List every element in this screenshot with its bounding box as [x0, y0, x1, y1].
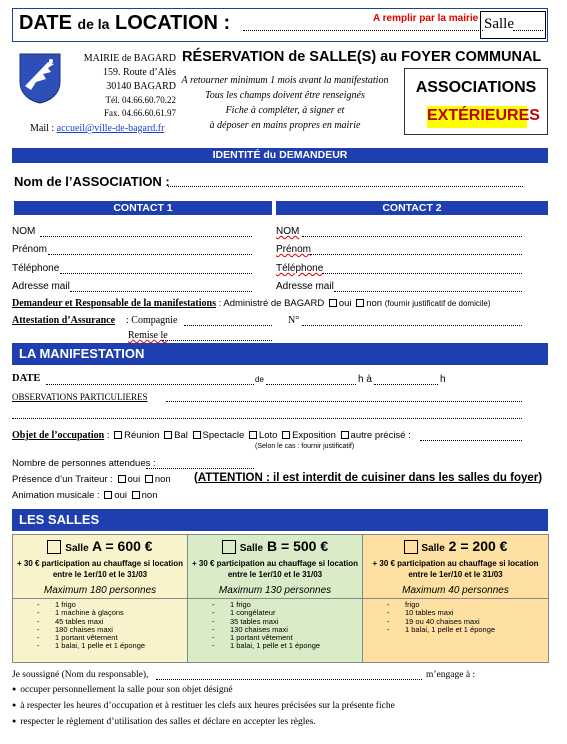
list-item: - 130 chaises maxi — [188, 626, 362, 634]
oui-label: oui — [114, 490, 127, 501]
spectacle-checkbox[interactable] — [193, 431, 201, 439]
exterieures-label: EXTÉRIEURES — [427, 106, 527, 128]
mairie-name: MAIRIE de BAGARD — [83, 53, 176, 64]
spectacle-label: Spectacle — [202, 430, 245, 441]
objet-row: Objet de l’occupation : Réunion Bal Spectacle Loto Exposition autre précisé : — [12, 430, 411, 441]
traiteur-non-checkbox[interactable] — [145, 475, 153, 483]
h-a-label: h à — [358, 374, 372, 385]
bal-label: Bal — [174, 430, 188, 441]
remise-label: Remise le — [128, 330, 168, 341]
list-item: - frigo — [363, 601, 548, 609]
list-item: - 1 balai, 1 pelle et 1 éponge — [13, 642, 187, 650]
list-item: - 1 machine à glaçons — [13, 609, 187, 617]
mairie-city: 30140 BAGARD — [106, 81, 176, 92]
assurance-label: Attestation d’Assurance — [12, 315, 116, 326]
salle-b-items — [188, 601, 362, 651]
mairie-address: 159. Route d’Alès — [102, 67, 176, 78]
animation-label: Animation musicale : — [12, 490, 100, 501]
oui-label: oui — [127, 474, 141, 485]
list-item: - 35 tables maxi — [188, 618, 362, 626]
objet-label: Objet de l’occupation — [12, 430, 105, 441]
numero-field[interactable] — [302, 325, 522, 326]
contact2-header: CONTACT 2 — [276, 201, 548, 215]
contact2-prenom-label: Prénom — [276, 244, 312, 255]
associations-exterieures-box — [404, 68, 548, 135]
non-label: non — [154, 474, 171, 485]
observations-label: OBSERVATIONS PARTICULIERES — [12, 392, 148, 402]
observations-field-2[interactable] — [12, 418, 522, 419]
heure-fin-field[interactable] — [374, 384, 438, 385]
instruction-line: Fiche à compléter, à signer et — [225, 105, 345, 116]
salle-a-max: Maximum 180 personnes — [43, 585, 157, 596]
manifestation-header: LA MANIFESTATION — [12, 343, 548, 365]
autre-field[interactable] — [420, 440, 522, 441]
responsable-non-checkbox[interactable] — [356, 299, 364, 307]
list-item: - 1 frigo — [188, 601, 362, 609]
non-label: non — [366, 298, 383, 309]
identite-header: IDENTITÉ du DEMANDEUR — [12, 148, 548, 163]
contact1-mail-label: Adresse mail — [12, 281, 70, 292]
animation-non-checkbox[interactable] — [132, 491, 140, 499]
salle-b-max: Maximum 130 personnes — [218, 585, 332, 596]
responsable-label: Demandeur et Responsable de la manifestations — [12, 298, 216, 309]
non-label: non — [141, 490, 158, 501]
salle-a-checkbox[interactable] — [47, 540, 61, 554]
list-item: - 1 portant vêtement — [13, 634, 187, 642]
salle-a-chauffage-note: + 30 € participation au chauffage si location entre le 1er/10 et le 31/03 — [16, 559, 184, 579]
mairie-fax: Fax. 04.66.60.61.97 — [104, 108, 176, 118]
contact1-telephone-field[interactable] — [60, 273, 252, 274]
location-date-box — [12, 8, 548, 42]
responsable-note: (fournir justificatif de domicile) — [384, 299, 491, 308]
exposition-label: Exposition — [292, 430, 336, 441]
reservation-title: RÉSERVATION de SALLE(S) au FOYER COMMUNAL — [182, 49, 542, 65]
list-item: - 1 balai, 1 pelle et 1 éponge — [363, 626, 548, 634]
traiteur-oui-checkbox[interactable] — [118, 475, 126, 483]
engagement-item: ● respecter le règlement d’utilisation des salles et déclare en accepter les règles. — [12, 717, 316, 727]
observations-field-1[interactable] — [166, 401, 522, 402]
contact2-nom-label: NOM — [276, 226, 300, 237]
salle-a-title: Salle A = 600 € — [13, 538, 187, 554]
salles-header: LES SALLES — [12, 509, 548, 531]
responsable-oui-checkbox[interactable] — [329, 299, 337, 307]
list-item: - 1 balai, 1 pelle et 1 éponge — [188, 642, 362, 650]
salle-b-chauffage-note: + 30 € participation au chauffage si location entre le 1er/10 et le 31/03 — [191, 559, 359, 579]
salle-b-checkbox[interactable] — [222, 540, 236, 554]
soussigne-label: Je soussigné (Nom du responsable), — [12, 670, 149, 680]
bal-checkbox[interactable] — [164, 431, 172, 439]
engagement-item: ● à respecter les heures d’occupation et à restituer les clefs aux heures précisées sur la présente fiche — [12, 701, 395, 711]
nb-personnes-field[interactable] — [146, 468, 254, 469]
contact1-nom-label: NOM — [12, 226, 36, 237]
mairie-tel: Tél. 04.66.60.70.22 — [105, 95, 176, 105]
oui-label: oui — [338, 298, 352, 309]
list-item: - 1 portant vêtement — [188, 634, 362, 642]
salle-2-chauffage-note: + 30 € participation au chauffage si location entre le 1er/10 et le 31/03 — [372, 559, 539, 579]
contact2-mail-field[interactable] — [334, 291, 522, 292]
salle-a-items — [13, 601, 187, 651]
salle-b-title: Salle B = 500 € — [188, 538, 362, 554]
contact2-nom-field[interactable] — [302, 236, 522, 237]
salle-b-column — [188, 535, 363, 662]
salle-2-column — [363, 535, 548, 662]
h-label: h — [440, 374, 446, 385]
contact2-telephone-field[interactable] — [322, 273, 522, 274]
contact2-prenom-field[interactable] — [310, 254, 522, 255]
compagnie-label: : Compagnie — [126, 315, 178, 326]
salle-a-column — [13, 535, 188, 662]
contact1-prenom-field[interactable] — [48, 254, 252, 255]
traiteur-row — [12, 474, 171, 485]
animation-oui-checkbox[interactable] — [104, 491, 112, 499]
responsable-row — [12, 298, 491, 309]
location-date-field[interactable] — [243, 30, 483, 31]
heure-debut-field[interactable] — [266, 384, 356, 385]
salle-a-top — [13, 535, 187, 599]
remise-field[interactable] — [162, 340, 272, 341]
instruction-line: A retourner minimum 1 mois avant la manifestation — [181, 75, 389, 86]
salle-dots — [513, 30, 543, 31]
location-date-title: DATE de la LOCATION : — [19, 12, 231, 34]
salle-2-checkbox[interactable] — [404, 540, 418, 554]
numero-label: N° — [288, 315, 300, 326]
attention-note: (ATTENTION : il est interdit de cuisiner dans les salles du foyer) — [194, 472, 543, 484]
salle-2-max: Maximum 40 personnes — [402, 585, 509, 596]
mairie-mail: Mail : accueil@ville-de-bagard.fr — [30, 123, 165, 134]
list-item: - 180 chaises maxi — [13, 626, 187, 634]
mairie-mail-link[interactable]: accueil@ville-de-bagard.fr — [56, 123, 165, 134]
association-name-field[interactable] — [168, 186, 523, 187]
instruction-line: à déposer en mains propres en mairie — [209, 120, 361, 131]
bagard-crest-icon — [18, 52, 62, 104]
loto-label: Loto — [258, 430, 278, 441]
objet-note: (Selon le cas : fournir justificatif) — [255, 443, 355, 450]
de-label: de — [255, 375, 264, 384]
list-item: - 19 ou 40 chaises maxi — [363, 618, 548, 626]
contact2-telephone-label: Téléphone — [276, 263, 324, 274]
traiteur-label: Présence d’un Traiteur : — [12, 474, 113, 485]
reunion-label: Réunion — [124, 430, 160, 441]
soussigne-field[interactable] — [156, 679, 422, 680]
date-label: DATE — [12, 373, 41, 384]
engage-label: m’engage à : — [426, 670, 476, 680]
salle-b-top — [188, 535, 362, 599]
contact1-mail-field[interactable] — [70, 291, 252, 292]
responsable-question: : Administré de BAGARD — [218, 298, 325, 309]
contact1-prenom-label: Prénom — [12, 244, 48, 255]
list-item: - 1 congélateur — [188, 609, 362, 617]
list-item: - 45 tables maxi — [13, 618, 187, 626]
salle-2-top — [363, 535, 548, 599]
contact1-header: CONTACT 1 — [14, 201, 272, 215]
autre-checkbox[interactable] — [341, 431, 349, 439]
salle-2-items — [363, 601, 548, 634]
contact2-mail-label: Adresse mail — [276, 281, 334, 292]
salle-2-title: Salle 2 = 200 € — [363, 538, 548, 554]
contact1-nom-field[interactable] — [40, 236, 252, 237]
list-item: - 10 tables maxi — [363, 609, 548, 617]
exposition-checkbox[interactable] — [282, 431, 290, 439]
list-item: - 1 frigo — [13, 601, 187, 609]
associations-label: ASSOCIATIONS — [415, 79, 537, 96]
instruction-line: Tous les champs doivent être renseignés — [205, 90, 365, 101]
salle-field[interactable]: Salle — [480, 11, 546, 39]
autre-label: autre précisé : — [350, 430, 411, 441]
reunion-checkbox[interactable] — [114, 431, 122, 439]
compagnie-field[interactable] — [184, 325, 272, 326]
nb-personnes-label: Nombre de personnes attendues : — [12, 458, 156, 469]
attention-text: ATTENTION : il est interdit de cuisiner dans les salles du foyer — [197, 472, 539, 484]
contact1-telephone-label: Téléphone — [12, 263, 60, 274]
date-field[interactable] — [46, 384, 254, 385]
animation-row — [12, 490, 157, 501]
association-name-label: Nom de l’ASSOCIATION : — [14, 174, 170, 189]
loto-checkbox[interactable] — [249, 431, 257, 439]
mairie-fill-note: A remplir par la mairie — [373, 13, 479, 24]
engagement-item: ● occuper personnellement la salle pour son objet désigné — [12, 685, 233, 695]
salles-table — [12, 534, 549, 663]
